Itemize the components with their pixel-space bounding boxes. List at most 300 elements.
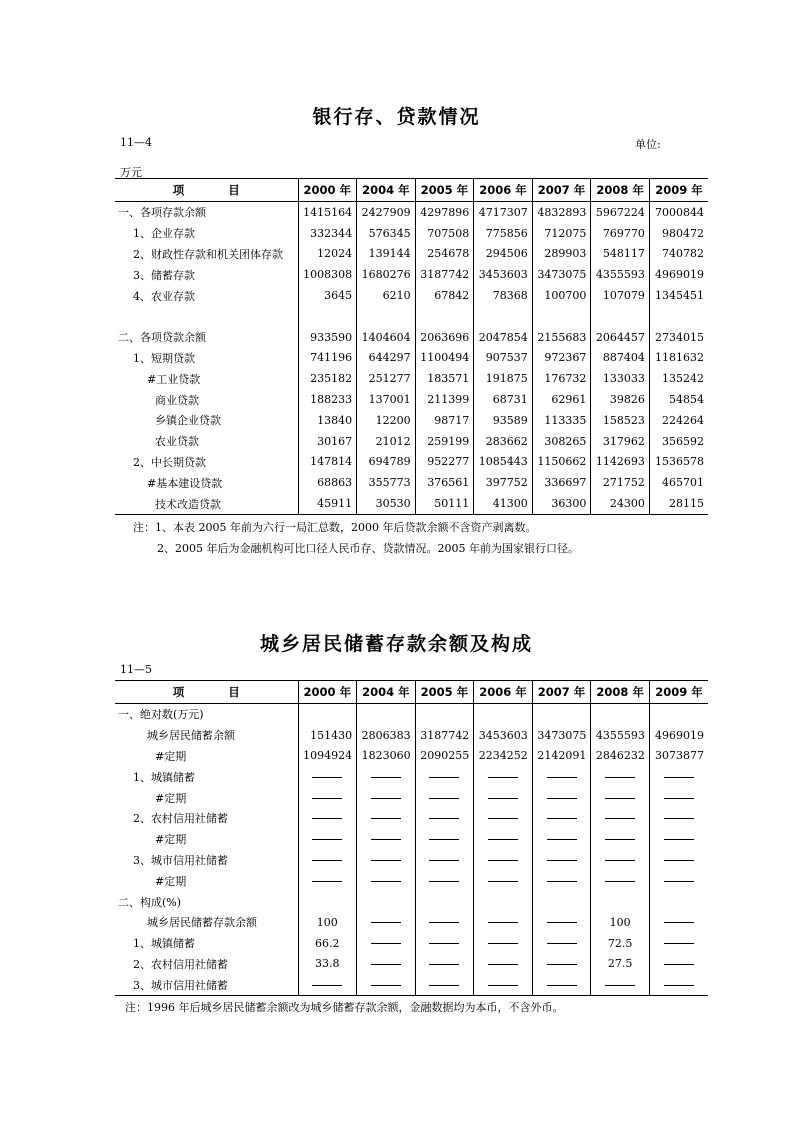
header-year: 2005 年 (415, 681, 474, 704)
cell-dash (415, 766, 474, 787)
cell-value: 259199 (415, 431, 474, 452)
cell-value: 2047854 (474, 327, 533, 348)
row-label: 2、财政性存款和机关团体存款 (133, 247, 283, 261)
cell-value: 62961 (532, 389, 591, 410)
cell-value: 67842 (415, 285, 474, 306)
row-label (115, 306, 298, 327)
dash-mark (547, 985, 577, 986)
row-label: 1、企业存款 (133, 227, 195, 241)
cell-value: 211399 (415, 389, 474, 410)
cell-value: 2142091 (532, 746, 591, 767)
dash-mark (664, 818, 694, 819)
cell-value: 2155683 (532, 327, 591, 348)
row-label: #定期 (155, 874, 187, 888)
cell-value: 3453603 (474, 725, 533, 746)
cell-value: 24300 (591, 493, 650, 514)
dash-mark (371, 798, 401, 799)
cell-value: 191875 (474, 368, 533, 389)
cell-value: 1415164 (298, 202, 357, 223)
cell-value: 2064457 (591, 327, 650, 348)
row-label: #定期 (155, 791, 187, 805)
cell-dash (357, 974, 416, 995)
cell-value (474, 891, 533, 912)
cell-dash (591, 829, 650, 850)
cell-dash (591, 850, 650, 871)
cell-dash (474, 912, 533, 933)
dash-mark (488, 860, 518, 861)
cell-value: 188233 (298, 389, 357, 410)
cell-value: 147814 (298, 452, 357, 473)
cell-value: 12200 (357, 410, 416, 431)
cell-value: 332344 (298, 223, 357, 244)
cell-value: 7000844 (649, 202, 708, 223)
dash-mark (429, 818, 459, 819)
cell-dash (532, 808, 591, 829)
row-label: 1、短期贷款 (133, 351, 195, 365)
cell-dash (649, 933, 708, 954)
cell-value: 3473075 (532, 725, 591, 746)
dash-mark (371, 777, 401, 778)
cell-value: 36300 (532, 493, 591, 514)
row-label: 乡镇企业贷款 (155, 414, 221, 428)
cell-dash (357, 766, 416, 787)
cell-value: 13840 (298, 410, 357, 431)
table-row (115, 808, 708, 829)
cell-value: 1142693 (591, 452, 650, 473)
cell-dash (474, 850, 533, 871)
cell-dash (298, 829, 357, 850)
cell-value: 27.5 (591, 954, 650, 975)
cell-value: 93589 (474, 410, 533, 431)
cell-dash (474, 870, 533, 891)
cell-dash (357, 954, 416, 975)
cell-value: 2063696 (415, 327, 474, 348)
cell-value (649, 704, 708, 725)
cell-dash (532, 933, 591, 954)
table-row (115, 829, 708, 850)
dash-mark (605, 860, 635, 861)
table-row (115, 870, 708, 891)
dash-mark (547, 818, 577, 819)
cell-value: 289903 (532, 244, 591, 265)
cell-value: 3453603 (474, 264, 533, 285)
cell-value: 907537 (474, 348, 533, 369)
cell-value (415, 891, 474, 912)
row-label: 一、绝对数(万元) (118, 708, 204, 722)
row-label: 3、城市信用社储蓄 (133, 853, 228, 867)
cell-dash (649, 850, 708, 871)
cell-dash (532, 870, 591, 891)
table-row (115, 766, 708, 787)
cell-value (591, 306, 650, 327)
header-item: 项 目 (115, 179, 298, 202)
row-label: 二、各项贷款余额 (118, 331, 206, 345)
cell-value (298, 306, 357, 327)
dash-mark (371, 881, 401, 882)
table-row (115, 933, 708, 954)
cell-value (357, 891, 416, 912)
cell-dash (532, 850, 591, 871)
cell-value: 113335 (532, 410, 591, 431)
dash-mark (371, 860, 401, 861)
table-row (115, 472, 708, 493)
cell-value: 1094924 (298, 746, 357, 767)
dash-mark (429, 798, 459, 799)
cell-value (591, 704, 650, 725)
cell-value: 3645 (298, 285, 357, 306)
cell-dash (591, 787, 650, 808)
dash-mark (488, 985, 518, 986)
cell-value: 133033 (591, 368, 650, 389)
cell-dash (298, 850, 357, 871)
dash-mark (312, 839, 342, 840)
dash-mark (371, 985, 401, 986)
cell-value: 3073877 (649, 746, 708, 767)
cell-value: 707508 (415, 223, 474, 244)
cell-value: 3187742 (415, 264, 474, 285)
cell-dash (532, 974, 591, 995)
cell-value (532, 891, 591, 912)
cell-dash (415, 787, 474, 808)
table-row (115, 202, 708, 223)
row-label: 1、城镇储蓄 (133, 937, 195, 951)
dash-mark (371, 943, 401, 944)
header-year: 2009 年 (649, 179, 708, 202)
dash-mark (547, 777, 577, 778)
cell-value: 12024 (298, 244, 357, 265)
dash-mark (547, 839, 577, 840)
cell-dash (357, 808, 416, 829)
table-row (115, 348, 708, 369)
cell-value: 235182 (298, 368, 357, 389)
cell-dash (474, 766, 533, 787)
cell-value: 107079 (591, 285, 650, 306)
cell-value: 2427909 (357, 202, 416, 223)
cell-value: 30530 (357, 493, 416, 514)
dash-mark (488, 943, 518, 944)
cell-value: 2234252 (474, 746, 533, 767)
cell-dash (415, 974, 474, 995)
cell-dash (415, 829, 474, 850)
cell-value: 1345451 (649, 285, 708, 306)
table1-code: 11—4 (120, 136, 152, 149)
cell-dash (591, 766, 650, 787)
cell-value: 3187742 (415, 725, 474, 746)
dash-mark (429, 881, 459, 882)
cell-dash (532, 829, 591, 850)
dash-mark (547, 922, 577, 923)
cell-value: 1536578 (649, 452, 708, 473)
dash-mark (429, 964, 459, 965)
table-row (115, 912, 708, 933)
table-row (115, 704, 708, 725)
header-year: 2000 年 (298, 681, 357, 704)
cell-value: 6210 (357, 285, 416, 306)
cell-dash (298, 808, 357, 829)
cell-dash (415, 933, 474, 954)
table-row (115, 493, 708, 514)
cell-value: 68731 (474, 389, 533, 410)
dash-mark (664, 839, 694, 840)
dash-mark (605, 798, 635, 799)
cell-dash (298, 787, 357, 808)
dash-mark (312, 798, 342, 799)
cell-value: 33.8 (298, 954, 357, 975)
row-label: 2、中长期贷款 (133, 455, 206, 469)
cell-value: 224264 (649, 410, 708, 431)
table-row (115, 327, 708, 348)
dash-mark (312, 881, 342, 882)
cell-value: 151430 (298, 725, 357, 746)
cell-dash (357, 870, 416, 891)
cell-value: 98717 (415, 410, 474, 431)
cell-value: 972367 (532, 348, 591, 369)
cell-value: 66.2 (298, 933, 357, 954)
cell-value: 356592 (649, 431, 708, 452)
dash-mark (488, 964, 518, 965)
table-row (115, 954, 708, 975)
cell-value: 28115 (649, 493, 708, 514)
cell-value: 283662 (474, 431, 533, 452)
dash-mark (547, 964, 577, 965)
cell-value: 251277 (357, 368, 416, 389)
cell-value: 933590 (298, 327, 357, 348)
cell-dash (532, 912, 591, 933)
cell-dash (649, 974, 708, 995)
cell-dash (474, 829, 533, 850)
cell-value (298, 891, 357, 912)
table-row (115, 746, 708, 767)
table1-unit-label: 单位: (635, 138, 661, 151)
dash-mark (312, 985, 342, 986)
cell-dash (357, 912, 416, 933)
cell-value: 3473075 (532, 264, 591, 285)
row-label: 城乡居民储蓄余额 (147, 729, 235, 743)
table-header-row (115, 179, 708, 202)
header-item: 项 目 (115, 681, 298, 704)
cell-dash (474, 954, 533, 975)
cell-dash (649, 954, 708, 975)
savings-deposits-table (115, 680, 708, 996)
dash-mark (664, 777, 694, 778)
cell-dash (474, 808, 533, 829)
table1-title: 银行存、贷款情况 (312, 106, 481, 128)
dash-mark (664, 985, 694, 986)
table-row (115, 264, 708, 285)
cell-value: 712075 (532, 223, 591, 244)
cell-value: 271752 (591, 472, 650, 493)
cell-dash (357, 829, 416, 850)
row-label: 1、城镇储蓄 (133, 770, 195, 784)
table-row (115, 787, 708, 808)
cell-dash (649, 787, 708, 808)
table-row (115, 410, 708, 431)
table-row (115, 891, 708, 912)
dash-mark (312, 777, 342, 778)
cell-dash (649, 766, 708, 787)
table-row (115, 389, 708, 410)
cell-value: 4969019 (649, 264, 708, 285)
table-row (115, 223, 708, 244)
cell-value: 694789 (357, 452, 416, 473)
cell-value: 1823060 (357, 746, 416, 767)
cell-dash (474, 974, 533, 995)
row-label: #定期 (155, 833, 187, 847)
cell-value: 4355593 (591, 725, 650, 746)
cell-dash (415, 808, 474, 829)
header-year: 2008 年 (591, 681, 650, 704)
cell-value: 2846232 (591, 746, 650, 767)
cell-value: 137001 (357, 389, 416, 410)
cell-value: 4355593 (591, 264, 650, 285)
header-year: 2000 年 (298, 179, 357, 202)
table1-note-1: 注：1、本表 2005 年前为六行一局汇总数，2000 年后贷款余额不含资产剥离数。 (133, 521, 537, 534)
dash-mark (547, 943, 577, 944)
cell-dash (532, 787, 591, 808)
cell-value: 4832893 (532, 202, 591, 223)
cell-value (474, 704, 533, 725)
cell-value: 775856 (474, 223, 533, 244)
cell-dash (357, 933, 416, 954)
cell-dash (591, 974, 650, 995)
cell-value: 39826 (591, 389, 650, 410)
header-year: 2004 年 (357, 681, 416, 704)
dash-mark (605, 985, 635, 986)
dash-mark (547, 881, 577, 882)
row-label: 4、农业存款 (133, 289, 195, 303)
cell-value: 100 (298, 912, 357, 933)
table-row (115, 368, 708, 389)
cell-value: 72.5 (591, 933, 650, 954)
table2-note-1: 注：1996 年后城乡居民储蓄余额改为城乡储蓄存款余额，金融数据均为本币，不含外币。 (125, 1001, 564, 1014)
cell-value: 50111 (415, 493, 474, 514)
cell-dash (415, 870, 474, 891)
cell-value: 54854 (649, 389, 708, 410)
cell-value: 1404604 (357, 327, 416, 348)
cell-dash (591, 870, 650, 891)
table1-note-2: 2、2005 年后为金融机构可比口径人民币存、贷款情况。2005 年前为国家银行口径。 (157, 542, 579, 555)
cell-value: 135242 (649, 368, 708, 389)
dash-mark (312, 860, 342, 861)
dash-mark (429, 943, 459, 944)
bank-deposits-loans-table (115, 178, 708, 515)
table2-code: 11—5 (120, 663, 152, 676)
cell-dash (357, 787, 416, 808)
cell-value: 41300 (474, 493, 533, 514)
dash-mark (488, 922, 518, 923)
table-row (115, 244, 708, 265)
table-row (115, 431, 708, 452)
cell-value: 887404 (591, 348, 650, 369)
cell-value: 317962 (591, 431, 650, 452)
cell-value: 45911 (298, 493, 357, 514)
cell-value: 2734015 (649, 327, 708, 348)
dash-mark (488, 881, 518, 882)
cell-value: 30167 (298, 431, 357, 452)
dash-mark (371, 922, 401, 923)
dash-mark (664, 922, 694, 923)
table-row (115, 306, 708, 327)
cell-value: 183571 (415, 368, 474, 389)
cell-value: 952277 (415, 452, 474, 473)
dash-mark (664, 860, 694, 861)
table-row (115, 285, 708, 306)
cell-value: 548117 (591, 244, 650, 265)
cell-value (298, 704, 357, 725)
row-label: 农业贷款 (155, 435, 199, 449)
cell-dash (415, 912, 474, 933)
cell-value: 100 (591, 912, 650, 933)
cell-value (415, 306, 474, 327)
cell-value (591, 891, 650, 912)
cell-value: 1680276 (357, 264, 416, 285)
cell-dash (649, 829, 708, 850)
cell-value: 158523 (591, 410, 650, 431)
cell-value: 100700 (532, 285, 591, 306)
cell-value: 740782 (649, 244, 708, 265)
row-label: 城乡居民储蓄存款余额 (147, 916, 257, 930)
row-label: #定期 (155, 749, 187, 763)
cell-value: 176732 (532, 368, 591, 389)
header-year: 2009 年 (649, 681, 708, 704)
cell-dash (649, 912, 708, 933)
cell-value: 1150662 (532, 452, 591, 473)
row-label: 二、构成(%) (118, 895, 182, 909)
cell-dash (591, 808, 650, 829)
dash-mark (429, 985, 459, 986)
cell-dash (357, 850, 416, 871)
cell-value: 68863 (298, 472, 357, 493)
cell-dash (474, 787, 533, 808)
cell-value: 376561 (415, 472, 474, 493)
cell-value: 1085443 (474, 452, 533, 473)
cell-value: 2090255 (415, 746, 474, 767)
dash-mark (605, 777, 635, 778)
dash-mark (312, 818, 342, 819)
cell-dash (298, 974, 357, 995)
cell-value (532, 704, 591, 725)
dash-mark (547, 860, 577, 861)
dash-mark (605, 881, 635, 882)
table-row (115, 974, 708, 995)
dash-mark (547, 798, 577, 799)
cell-value (415, 704, 474, 725)
cell-value: 78368 (474, 285, 533, 306)
dash-mark (429, 777, 459, 778)
cell-value: 4297896 (415, 202, 474, 223)
cell-dash (298, 870, 357, 891)
table-row (115, 850, 708, 871)
cell-value (357, 704, 416, 725)
dash-mark (605, 839, 635, 840)
dash-mark (664, 943, 694, 944)
dash-mark (488, 839, 518, 840)
cell-value: 576345 (357, 223, 416, 244)
dash-mark (488, 818, 518, 819)
cell-dash (532, 766, 591, 787)
cell-value: 1181632 (649, 348, 708, 369)
cell-value: 644297 (357, 348, 416, 369)
cell-value: 336697 (532, 472, 591, 493)
cell-value (357, 306, 416, 327)
header-year: 2006 年 (474, 681, 533, 704)
header-year: 2007 年 (532, 681, 591, 704)
dash-mark (371, 964, 401, 965)
cell-value: 139144 (357, 244, 416, 265)
header-year: 2005 年 (415, 179, 474, 202)
cell-value (474, 306, 533, 327)
dash-mark (371, 818, 401, 819)
